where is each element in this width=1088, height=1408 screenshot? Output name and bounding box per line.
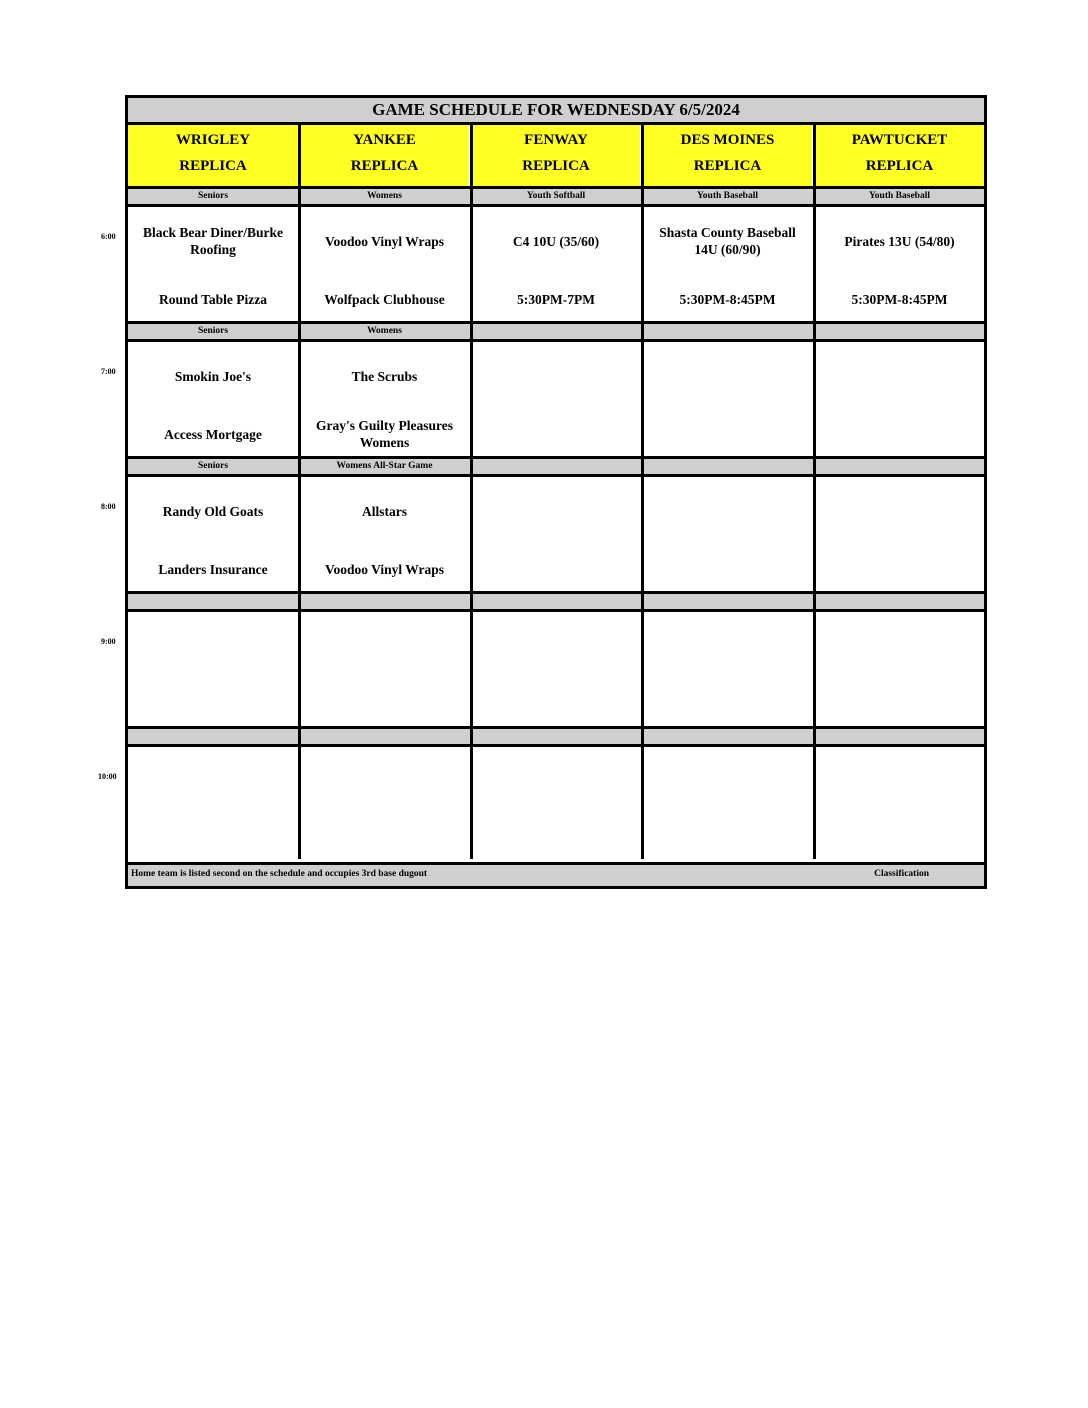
time-slot-label: 6:00 xyxy=(101,232,116,241)
home-team xyxy=(134,282,292,316)
home-team xyxy=(649,552,806,586)
away-team xyxy=(478,224,634,258)
footer-row xyxy=(128,862,984,886)
game-cell xyxy=(643,210,812,324)
column-divider xyxy=(641,125,644,859)
field-name: PAWTUCKET xyxy=(851,132,948,148)
field-name: DES MOINES xyxy=(680,132,775,148)
game-cell xyxy=(815,750,984,864)
game-row xyxy=(128,750,984,864)
away-team xyxy=(134,764,292,798)
classification-cell xyxy=(472,594,640,609)
classification-row xyxy=(128,726,984,747)
field-header-1 xyxy=(300,125,469,188)
away-team-label: Pirates 13U (54/80) xyxy=(844,233,955,249)
away-team xyxy=(134,629,292,663)
classification-cell: Seniors xyxy=(197,326,229,336)
field-type: REPLICA xyxy=(350,158,419,174)
classification-cell xyxy=(815,729,984,744)
away-team xyxy=(478,359,634,393)
classification-cell xyxy=(815,459,984,474)
field-type: REPLICA xyxy=(865,158,934,174)
away-team xyxy=(821,224,978,258)
home-team-label: Voodoo Vinyl Wraps xyxy=(324,561,445,577)
home-team xyxy=(478,282,634,316)
game-cell xyxy=(128,480,298,594)
classification-cell xyxy=(472,324,640,339)
away-team xyxy=(821,359,978,393)
field-header-row xyxy=(128,125,984,191)
home-team xyxy=(821,822,978,856)
game-cell xyxy=(815,210,984,324)
home-team xyxy=(134,552,292,586)
classification-row xyxy=(128,321,984,342)
classification-cell: Youth Baseball xyxy=(869,191,930,201)
game-row xyxy=(128,345,984,459)
home-team xyxy=(306,552,463,586)
away-team xyxy=(649,629,806,663)
classification-cell: Youth Softball xyxy=(526,191,586,201)
home-team xyxy=(821,417,978,451)
game-cell xyxy=(300,750,469,864)
classification-cell: Womens xyxy=(367,191,402,201)
home-team xyxy=(306,282,463,316)
home-team xyxy=(478,417,634,451)
field-type: REPLICA xyxy=(693,158,762,174)
game-cell xyxy=(300,210,469,324)
classification-cell: Womens All-Star Game xyxy=(336,461,433,471)
home-team-note: Home team is listed second on the schedule and occupies 3rd base dugout xyxy=(131,869,428,879)
classification-cell: Youth Baseball xyxy=(697,191,758,201)
classification-cell xyxy=(643,459,812,474)
away-team xyxy=(306,629,463,663)
home-team xyxy=(306,417,463,451)
classification-cell: Womens xyxy=(367,326,402,336)
game-cell xyxy=(815,615,984,729)
field-name: YANKEE xyxy=(353,132,416,148)
game-cell xyxy=(300,480,469,594)
home-team xyxy=(821,552,978,586)
home-team-label: Access Mortgage xyxy=(164,426,262,442)
classification-cell: Seniors xyxy=(197,191,229,201)
classification-cell xyxy=(128,594,298,609)
away-team xyxy=(306,224,463,258)
classification-row xyxy=(128,186,984,207)
away-team xyxy=(134,494,292,528)
home-team xyxy=(649,417,806,451)
schedule-title: GAME SCHEDULE FOR WEDNESDAY 6/5/2024 xyxy=(128,98,984,125)
away-team xyxy=(478,629,634,663)
classification-cell xyxy=(815,324,984,339)
classification-row xyxy=(128,456,984,477)
away-team xyxy=(649,359,806,393)
field-type: REPLICA xyxy=(522,158,590,174)
home-team-label: Gray's Guilty Pleasures Womens xyxy=(316,418,453,450)
classification-cell xyxy=(472,729,640,744)
away-team-label: The Scrubs xyxy=(351,368,418,384)
time-slot-label: 7:00 xyxy=(101,367,116,376)
home-team xyxy=(478,822,634,856)
classification-cell xyxy=(300,729,469,744)
away-team xyxy=(478,764,634,798)
classification-label: Classification xyxy=(874,869,929,879)
game-cell xyxy=(643,345,812,459)
away-team xyxy=(306,764,463,798)
home-team xyxy=(134,417,292,451)
game-row xyxy=(128,480,984,594)
away-team xyxy=(134,224,292,258)
away-team-label: C4 10U (35/60) xyxy=(512,233,600,249)
away-team-label: Voodoo Vinyl Wraps xyxy=(324,233,445,249)
game-cell xyxy=(643,480,812,594)
game-cell xyxy=(128,750,298,864)
classification-cell: Seniors xyxy=(197,461,229,471)
game-cell xyxy=(128,615,298,729)
away-team xyxy=(649,764,806,798)
time-slot-label: 8:00 xyxy=(101,502,116,511)
classification-cell xyxy=(643,324,812,339)
field-header-3 xyxy=(643,125,812,188)
classification-cell xyxy=(643,729,812,744)
field-header-4 xyxy=(815,125,984,188)
classification-cell xyxy=(128,729,298,744)
classification-cell xyxy=(643,594,812,609)
game-cell xyxy=(643,750,812,864)
column-divider xyxy=(298,125,301,859)
time-slot-label: 10:00 xyxy=(98,772,117,781)
away-team-label: Allstars xyxy=(362,503,407,519)
game-cell xyxy=(472,210,640,324)
home-team xyxy=(821,282,978,316)
game-cell xyxy=(472,750,640,864)
home-team xyxy=(306,687,463,721)
away-team-label: Shasta County Baseball 14U (60/90) xyxy=(659,225,796,257)
home-team-label: 5:30PM-8:45PM xyxy=(851,291,948,307)
game-row xyxy=(128,615,984,729)
away-team xyxy=(649,494,806,528)
home-team xyxy=(821,687,978,721)
home-team-label: Round Table Pizza xyxy=(158,291,268,307)
game-row xyxy=(128,210,984,324)
column-divider xyxy=(813,125,816,859)
home-team xyxy=(478,552,634,586)
away-team xyxy=(478,494,634,528)
away-team xyxy=(821,494,978,528)
game-cell xyxy=(472,345,640,459)
field-name: WRIGLEY xyxy=(175,132,251,148)
away-team xyxy=(134,359,292,393)
away-team-label: Randy Old Goats xyxy=(162,503,264,519)
home-team xyxy=(649,822,806,856)
away-team xyxy=(821,629,978,663)
home-team-label: Wolfpack Clubhouse xyxy=(324,291,445,307)
home-team xyxy=(649,687,806,721)
away-team xyxy=(649,224,806,258)
home-team xyxy=(649,282,806,316)
away-team-label: Black Bear Diner/Burke Roofing xyxy=(143,225,283,257)
home-team-label: 5:30PM-8:45PM xyxy=(679,291,776,307)
away-team xyxy=(821,764,978,798)
field-type: REPLICA xyxy=(179,158,247,174)
schedule-table xyxy=(125,95,987,889)
classification-cell xyxy=(300,594,469,609)
game-cell xyxy=(472,480,640,594)
home-team xyxy=(306,822,463,856)
field-header-2 xyxy=(472,125,640,188)
away-team-label: Smokin Joe's xyxy=(174,368,252,384)
classification-row xyxy=(128,591,984,612)
game-cell xyxy=(815,480,984,594)
game-cell xyxy=(815,345,984,459)
game-cell xyxy=(643,615,812,729)
time-slot-label: 9:00 xyxy=(101,637,116,646)
away-team xyxy=(306,494,463,528)
classification-cell xyxy=(472,459,640,474)
away-team xyxy=(306,359,463,393)
home-team xyxy=(134,687,292,721)
home-team-label: 5:30PM-7PM xyxy=(517,291,595,307)
home-team xyxy=(478,687,634,721)
game-cell xyxy=(472,615,640,729)
field-name: FENWAY xyxy=(524,132,588,148)
field-header-0 xyxy=(128,125,298,188)
game-cell xyxy=(300,345,469,459)
game-cell xyxy=(128,345,298,459)
home-team xyxy=(134,822,292,856)
classification-cell xyxy=(815,594,984,609)
game-cell xyxy=(128,210,298,324)
home-team-label: Landers Insurance xyxy=(158,561,268,577)
column-divider xyxy=(470,125,473,859)
game-cell xyxy=(300,615,469,729)
